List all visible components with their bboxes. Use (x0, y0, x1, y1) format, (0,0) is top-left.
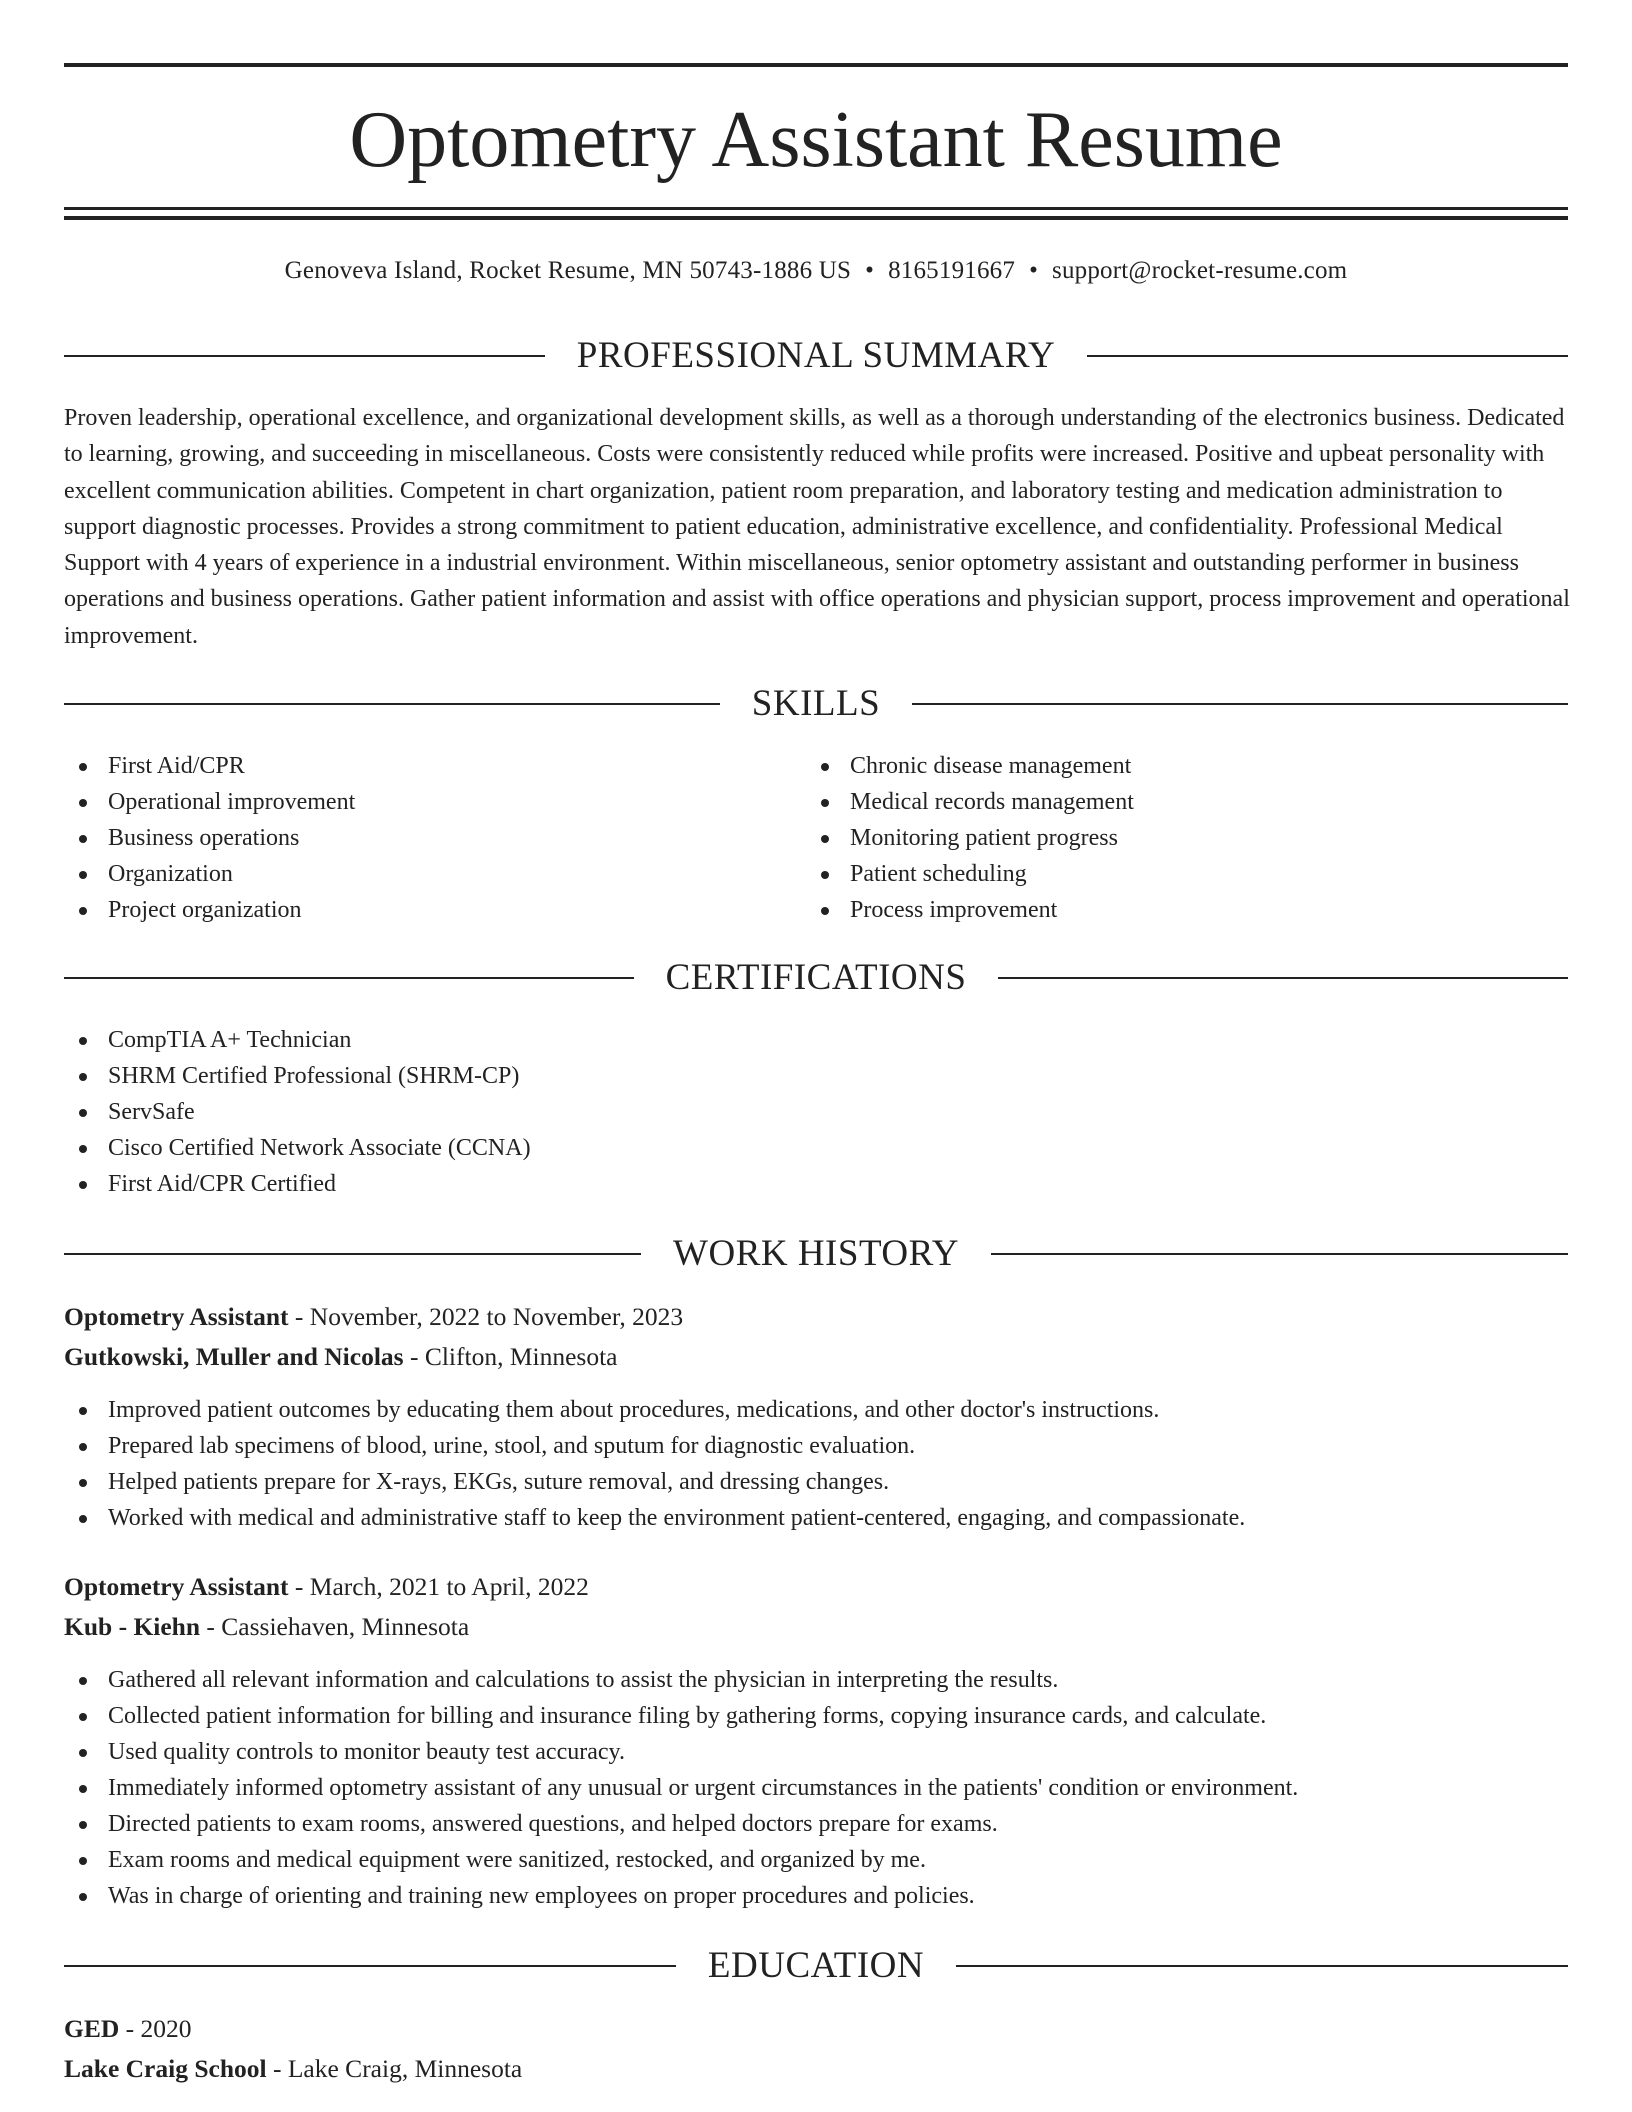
skill-item: Project organization (64, 892, 355, 928)
contact-email: support@rocket-resume.com (1052, 257, 1348, 284)
education-school: Lake Craig School (64, 2054, 267, 2083)
job-duty-item: Worked with medical and administrative staff to keep the environment patient-centered, engaging, and compassionate. (64, 1500, 1245, 1536)
job-company-line (64, 1609, 469, 1645)
contact-phone: 8165191667 (888, 257, 1016, 284)
certification-item: SHRM Certified Professional (SHRM-CP) (64, 1058, 531, 1094)
contact-line (64, 254, 1568, 288)
job-duty-item: Collected patient information for billing and insurance filing by gathering forms, copying insurance cards, and calculate. (64, 1698, 1298, 1734)
job-duty-item: Prepared lab specimens of blood, urine, stool, and sputum for diagnostic evaluation. (64, 1428, 1245, 1464)
dash: - (272, 2054, 282, 2083)
summary-section-heading (64, 334, 1568, 378)
heading-rule (64, 1965, 676, 1967)
heading-rule (956, 1965, 1568, 1967)
dash: - (294, 1302, 304, 1331)
resume-title: Optometry Assistant Resume (349, 96, 1283, 184)
contact-separator: • (865, 257, 875, 284)
education-section-heading (64, 1944, 1568, 1988)
skills-section-heading (64, 682, 1568, 726)
job-location: Cassiehaven, Minnesota (221, 1612, 470, 1641)
certification-item: First Aid/CPR Certified (64, 1166, 531, 1202)
job-dates: March, 2021 to April, 2022 (309, 1572, 589, 1601)
education-year: 2020 (140, 2014, 192, 2043)
certifications-list (64, 1022, 531, 1202)
education-heading-label: EDUCATION (707, 1945, 925, 1986)
work-history-section-heading (64, 1232, 1568, 1276)
contact-separator: • (1029, 257, 1039, 284)
job-duty-item: Directed patients to exam rooms, answered questions, and helped doctors prepare for exams. (64, 1806, 1298, 1842)
education-degree-line (64, 2011, 192, 2047)
skill-item: Operational improvement (64, 784, 355, 820)
work-history-heading-label: WORK HISTORY (673, 1233, 959, 1274)
certifications-heading-label: CERTIFICATIONS (665, 957, 967, 998)
skills-list-right (806, 748, 1134, 928)
header-double-rule (64, 207, 1568, 220)
heading-rule (64, 1253, 641, 1255)
education-location: Lake Craig, Minnesota (287, 2054, 523, 2083)
heading-rule (912, 703, 1568, 705)
job-title: Optometry Assistant (64, 1572, 289, 1601)
job-duties-list (64, 1392, 1245, 1536)
skill-item: Business operations (64, 820, 355, 856)
education-school-line (64, 2051, 522, 2087)
summary-heading-label: PROFESSIONAL SUMMARY (576, 335, 1056, 376)
job-company: Gutkowski, Muller and Nicolas (64, 1342, 404, 1371)
skill-item: Chronic disease management (806, 748, 1134, 784)
dash: - (125, 2014, 135, 2043)
skill-item: Organization (64, 856, 355, 892)
skills-list-left (64, 748, 355, 928)
job-company-line (64, 1339, 618, 1375)
job-title-line (64, 1299, 683, 1335)
heading-rule (64, 355, 545, 357)
skill-item: First Aid/CPR (64, 748, 355, 784)
heading-rule (991, 1253, 1568, 1255)
certifications-section-heading (64, 956, 1568, 1000)
heading-rule (64, 977, 634, 979)
job-duty-item: Immediately informed optometry assistant of any unusual or urgent circumstances in the patients' condition or environment. (64, 1770, 1298, 1806)
skill-item: Monitoring patient progress (806, 820, 1134, 856)
job-title-line (64, 1569, 589, 1605)
contact-address: Genoveva Island, Rocket Resume, MN 50743-1886 US (284, 257, 852, 284)
job-duty-item: Used quality controls to monitor beauty test accuracy. (64, 1734, 1298, 1770)
heading-rule (64, 703, 720, 705)
skill-item: Patient scheduling (806, 856, 1134, 892)
education-degree: GED (64, 2014, 120, 2043)
job-duty-item: Exam rooms and medical equipment were sanitized, restocked, and organized by me. (64, 1842, 1298, 1878)
job-duty-item: Helped patients prepare for X-rays, EKGs, suture removal, and dressing changes. (64, 1464, 1245, 1500)
job-duty-item: Improved patient outcomes by educating them about procedures, medications, and other doctor's instructions. (64, 1392, 1245, 1428)
dash: - (409, 1342, 419, 1371)
job-location: Clifton, Minnesota (424, 1342, 618, 1371)
heading-rule (998, 977, 1568, 979)
summary-text: Proven leadership, operational excellence, and organizational development skills, as well as a thorough understanding of the electronics business. Dedicated to learning, growing, and succeeding in miscellaneous. Costs were consistently reduced while profits were increased. Positive and upbeat personality with excellent communication abilities. Competent in chart organization, patient room preparation, and laboratory testing and medication administration to support diagnostic processes. Provides a strong commitment to patient education, administrative excellence, and confidentiality. Professional Medical Support with 4 years of experience in a industrial environment. Within miscellaneous, senior optometry assistant and outstanding performer in business operations and business operations. Gather patient information and assist with office operations and physician support, process improvement and operational improvement. (64, 405, 1570, 649)
job-duty-item: Was in charge of orienting and training new employees on proper procedures and policies. (64, 1878, 1298, 1914)
job-company: Kub - Kiehn (64, 1612, 201, 1641)
certification-item: Cisco Certified Network Associate (CCNA) (64, 1130, 531, 1166)
heading-rule (1087, 355, 1568, 357)
job-dates: November, 2022 to November, 2023 (309, 1302, 684, 1331)
dash: - (294, 1572, 304, 1601)
skill-item: Medical records management (806, 784, 1134, 820)
header-top-rule (64, 63, 1568, 67)
job-duty-item: Gathered all relevant information and calculations to assist the physician in interpreting the results. (64, 1662, 1298, 1698)
dash: - (206, 1612, 215, 1641)
certification-item: CompTIA A+ Technician (64, 1022, 531, 1058)
certification-item: ServSafe (64, 1094, 531, 1130)
skills-heading-label: SKILLS (751, 683, 881, 724)
job-title: Optometry Assistant (64, 1302, 289, 1331)
job-duties-list (64, 1662, 1298, 1914)
skill-item: Process improvement (806, 892, 1134, 928)
